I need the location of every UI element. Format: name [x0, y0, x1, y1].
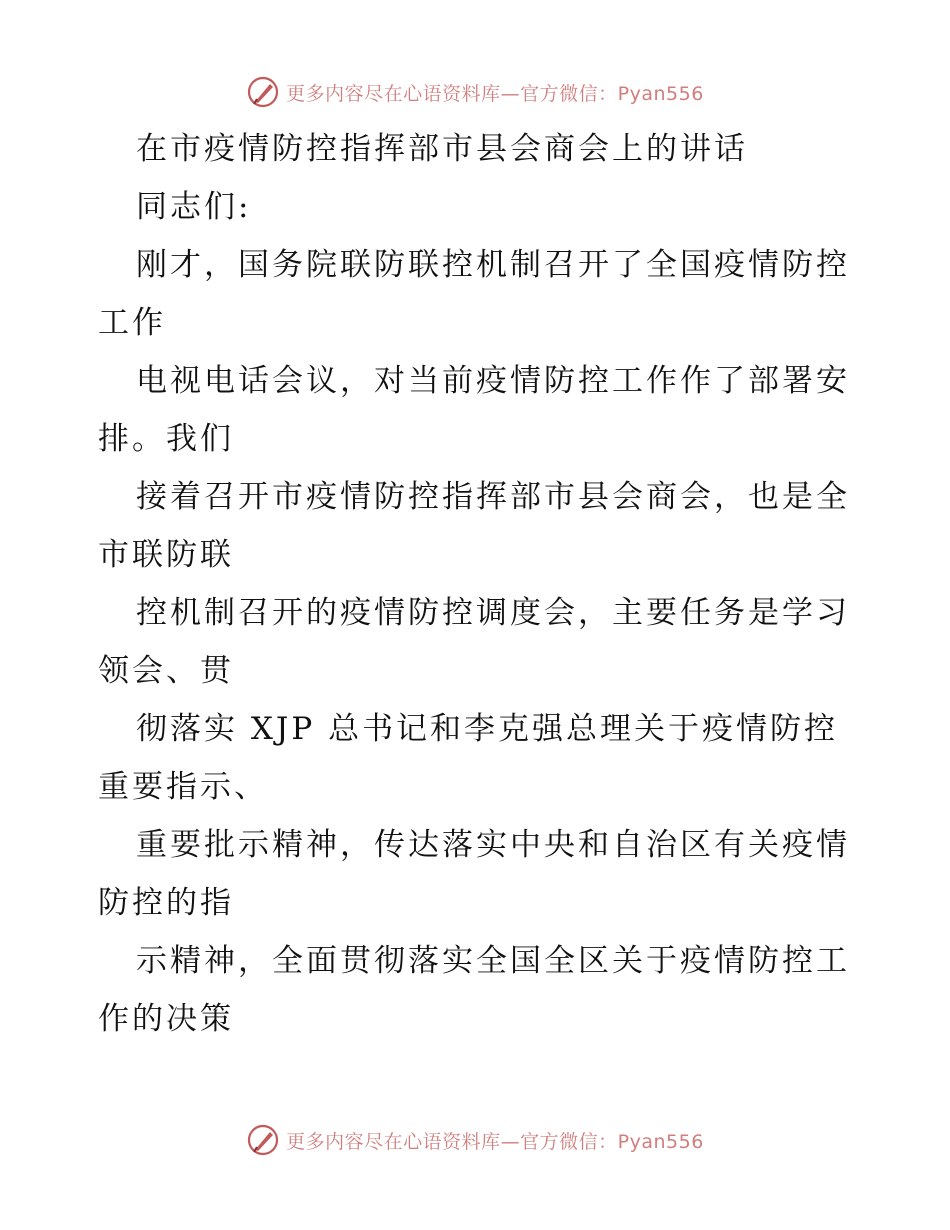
paragraph-line: 市联防联: [98, 537, 234, 573]
paragraph-line: 防控的指: [98, 885, 234, 921]
paragraph-line: 作的决策: [98, 1001, 234, 1037]
paragraph-line: 工作: [98, 305, 166, 341]
watermark-text: 更多内容尽在心语资料库—官方微信：Pyan556: [286, 1130, 704, 1153]
paragraph-line: 重要指示、: [98, 769, 268, 805]
paragraph-line: 领会、贯: [98, 653, 234, 689]
document-body: [98, 120, 858, 1048]
document-title: 在市疫情防控指挥部市县会商会上的讲话: [136, 131, 748, 167]
feather-pen-logo-icon: [246, 1123, 280, 1157]
paragraph-line: 彻落实 XJP 总书记和李克强总理关于疫情防控: [136, 711, 839, 747]
footer-watermark: [0, 1120, 950, 1160]
watermark-text: 更多内容尽在心语资料库—官方微信：Pyan556: [286, 82, 704, 105]
header-watermark: [0, 72, 950, 112]
paragraph-line: 刚才，国务院联防联控机制召开了全国疫情防控: [136, 247, 850, 283]
paragraph-line: 接着召开市疫情防控指挥部市县会商会，也是全: [136, 479, 850, 515]
salutation: 同志们:: [136, 189, 252, 225]
paragraph-line: 重要批示精神，传达落实中央和自治区有关疫情: [136, 827, 850, 863]
paragraph-line: 控机制召开的疫情防控调度会，主要任务是学习: [136, 595, 850, 631]
feather-pen-logo-icon: [246, 75, 280, 109]
paragraph-line: 排。我们: [98, 421, 234, 457]
paragraph-line: 电视电话会议，对当前疫情防控工作作了部署安: [136, 363, 850, 399]
paragraph-line: 示精神，全面贯彻落实全国全区关于疫情防控工: [136, 943, 850, 979]
